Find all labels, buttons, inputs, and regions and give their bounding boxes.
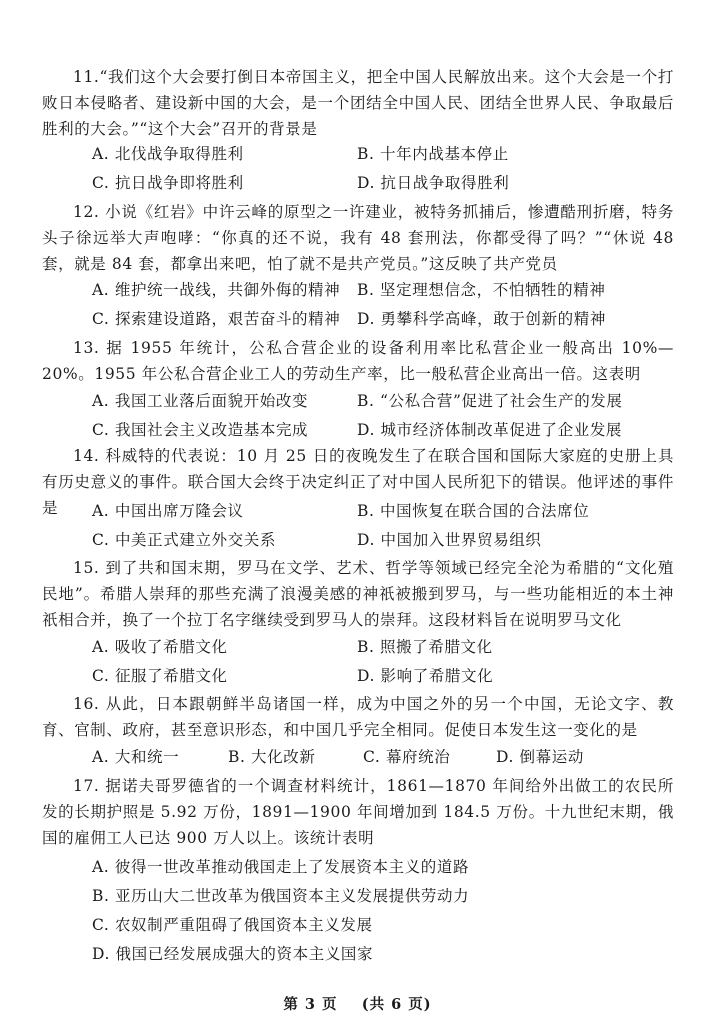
question-11-option-c: C. 抗日战争即将胜利 (92, 174, 244, 192)
question-16-option-c: C. 幕府统治 (363, 748, 451, 766)
page-footer: 第 3 页 (共 6 页) (283, 996, 432, 1013)
question-15-option-a: A. 吸收了希腊文化 (92, 638, 228, 656)
question-17-option-a: A. 彼得一世改革推动俄国走上了发展资本主义的道路 (92, 858, 470, 876)
question-17-option-d: D. 俄国已经发展成强大的资本主义国家 (92, 945, 374, 963)
question-12-option-b: B. 坚定理想信念，不怕牺牲的精神 (357, 281, 606, 299)
question-13-option-d: D. 城市经济体制改革促进了企业发展 (357, 421, 623, 439)
question-12-option-a: A. 维护统一战线，共御外侮的精神 (92, 281, 341, 299)
question-14-option-b: B. 中国恢复在联合国的合法席位 (357, 502, 590, 520)
question-12-option-c: C. 探索建设道路，艰苦奋斗的精神 (92, 310, 341, 328)
question-14-option-a: A. 中国出席万隆会议 (92, 502, 244, 520)
question-15-stem: 15. 到了共和国末期，罗马在文学、艺术、哲学等领域已经完全沦为希腊的“文化殖民地”。希腊人崇拜的那些充满了浪漫美感的神祇被搬到罗马，与一些功能相近的本土神祇相合并，换了一个拉丁名字继续受到罗马人的崇拜。这段材料旨在说明罗马文化 (42, 559, 674, 629)
question-13-option-a: A. 我国工业落后面貌开始改变 (92, 392, 309, 410)
question-16-option-a: A. 大和统一 (92, 748, 180, 766)
question-11-option-a: A. 北伐战争取得胜利 (92, 145, 244, 163)
question-11-option-b: B. 十年内战基本停止 (357, 145, 509, 163)
question-17-option-c: C. 农奴制严重阻碍了俄国资本主义发展 (92, 916, 373, 934)
question-16-option-d: D. 倒幕运动 (496, 748, 584, 766)
question-14-stem: 14. 科威特的代表说：10 月 25 日的夜晚发生了在联合国和国际大家庭的史册上具有历史意义的事件。联合国大会终于决定纠正了对中国人民所犯下的错误。他评述的事件是 (42, 447, 674, 517)
question-14-option-d: D. 中国加入世界贸易组织 (357, 531, 542, 549)
question-15-option-d: D. 影响了希腊文化 (357, 667, 494, 685)
question-13-stem: 13. 据 1955 年统计，公私合营企业的设备利用率比私营企业一般高出 10%—20%。1955 年公私合营企业工人的劳动生产率，比一般私营企业高出一倍。这表明 (42, 339, 674, 383)
question-11-stem: 11.“我们这个大会要打倒日本帝国主义，把全中国人民解放出来。这个大会是一个打败日本侵略者、建设新中国的大会，是一个团结全中国人民、团结全世界人民、争取最后胜利的大会。”“这个大会”召开的背景是 (42, 68, 674, 138)
question-13-option-c: C. 我国社会主义改造基本完成 (92, 421, 309, 439)
question-11-option-d: D. 抗日战争取得胜利 (357, 174, 510, 192)
question-13-option-b: B. “公私合营”促进了社会生产的发展 (357, 392, 623, 410)
question-12-stem: 12. 小说《红岩》中许云峰的原型之一许建业，被特务抓捕后，惨遭酷刑折磨，特务头子徐远举大声咆哮：“你真的还不说，我有 48 套刑法，你都受得了吗？”“休说 48 套，就是 84 套，都拿出来吧，怕了就不是共产党员。”这反映了共产党员 (42, 203, 674, 273)
question-16-option-b: B. 大化改新 (228, 748, 316, 766)
question-15-option-c: C. 征服了希腊文化 (92, 667, 228, 685)
question-17-stem: 17. 据诺夫哥罗德省的一个调查材料统计，1861—1870 年间给外出做工的农民所发的长期护照是 5.92 万份，1891—1900 年间增加到 184.5 万份。十九世纪末期，俄国的雇佣工人已达 900 万人以上。该统计表明 (42, 777, 674, 847)
question-12-option-d: D. 勇攀科学高峰，敢于创新的精神 (357, 310, 606, 328)
question-16-stem: 16. 从此，日本跟朝鲜半岛诸国一样，成为中国之外的另一个中国，无论文字、教育、官制、政府，甚至意识形态，和中国几乎完全相同。促使日本发生这一变化的是 (42, 695, 674, 739)
question-17-option-b: B. 亚历山大二世改革为俄国资本主义发展提供劳动力 (92, 887, 470, 905)
question-15-option-b: B. 照搬了希腊文化 (357, 638, 493, 656)
question-14-option-c: C. 中美正式建立外交关系 (92, 531, 276, 549)
